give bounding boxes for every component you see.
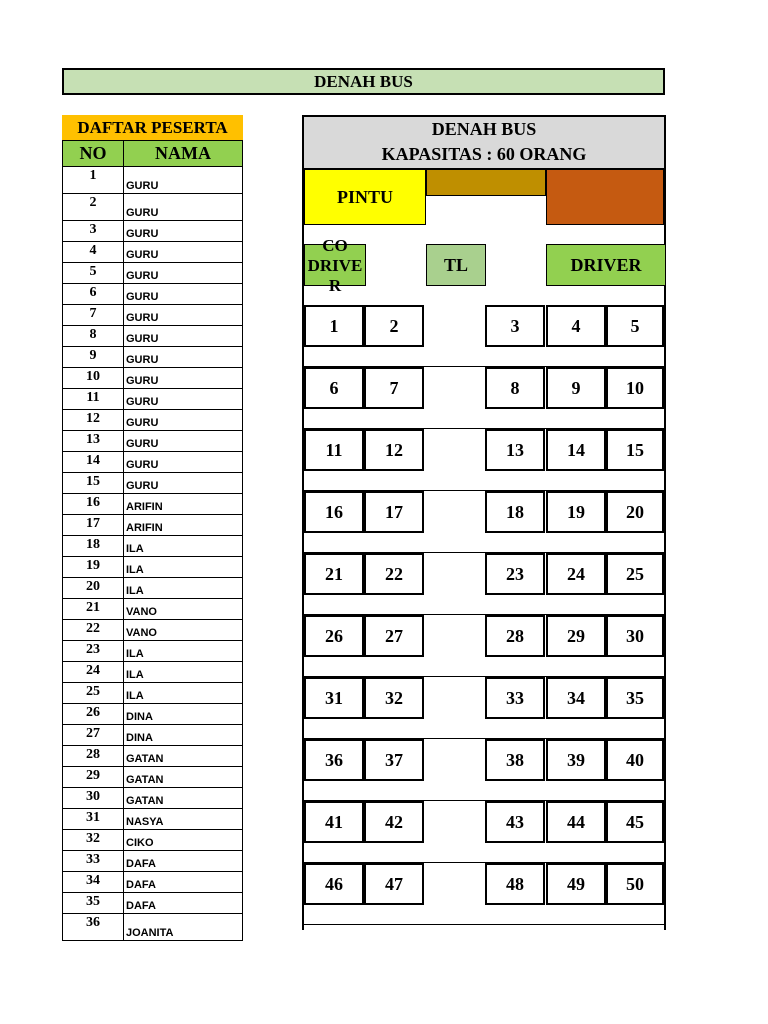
seat: 18 (485, 491, 545, 533)
seat: 45 (606, 801, 664, 843)
participant-name: CIKO (126, 837, 154, 849)
participant-row (63, 851, 242, 872)
seat: 44 (546, 801, 606, 843)
participant-row (63, 473, 242, 494)
participant-no: 15 (63, 473, 124, 493)
participant-name: GURU (126, 291, 159, 303)
participant-no: 9 (63, 347, 124, 367)
participant-name: GATAN (126, 774, 164, 786)
participant-rows (62, 167, 243, 941)
tour-leader-label: TL (443, 254, 468, 275)
participant-no: 34 (63, 872, 124, 892)
participant-name: GURU (126, 396, 159, 408)
seat: 17 (364, 491, 424, 533)
seat: 5 (606, 305, 664, 347)
participant-list (62, 115, 243, 941)
participant-name: GURU (126, 354, 159, 366)
page-title (62, 68, 665, 95)
participant-list-header-row (62, 140, 243, 167)
participant-name: ILA (126, 585, 144, 597)
participant-row (63, 620, 242, 641)
front-brown-block (426, 169, 546, 196)
participant-no: 32 (63, 830, 124, 850)
participant-row (63, 536, 242, 557)
co-driver-seat (304, 236, 366, 295)
participant-no: 22 (63, 620, 124, 640)
seat: 6 (304, 367, 364, 409)
participant-row (63, 305, 242, 326)
column-header-no: NO (63, 141, 124, 166)
participant-name: GURU (126, 228, 159, 240)
seat: 39 (546, 739, 606, 781)
participant-no: 8 (63, 326, 124, 346)
seat: 15 (606, 429, 664, 471)
participant-no: 35 (63, 893, 124, 913)
page-title-text: DENAH BUS (314, 71, 413, 91)
participant-row (63, 452, 242, 473)
participant-row (63, 326, 242, 347)
participant-no: 31 (63, 809, 124, 829)
seat: 42 (364, 801, 424, 843)
seat: 13 (485, 429, 545, 471)
door-label: PINTU (336, 186, 393, 207)
participant-no: 18 (63, 536, 124, 556)
seat: 49 (546, 863, 606, 905)
participant-no: 36 (63, 914, 124, 940)
participant-name: GURU (126, 417, 159, 429)
participant-no: 30 (63, 788, 124, 808)
seat: 21 (304, 553, 364, 595)
participant-no: 6 (63, 284, 124, 304)
participant-no: 25 (63, 683, 124, 703)
seat: 2 (364, 305, 424, 347)
seat: 10 (606, 367, 664, 409)
seat: 38 (485, 739, 545, 781)
participant-name: GATAN (126, 753, 164, 765)
seat: 11 (304, 429, 364, 471)
seat: 32 (364, 677, 424, 719)
participant-name: NASYA (126, 816, 164, 828)
participant-no: 11 (63, 389, 124, 409)
participant-no: 26 (63, 704, 124, 724)
participant-row (63, 746, 242, 767)
participant-row (63, 599, 242, 620)
row-divider (304, 924, 664, 925)
participant-name: ILA (126, 543, 144, 555)
participant-name: DINA (126, 711, 153, 723)
participant-name: GURU (126, 480, 159, 492)
seat: 25 (606, 553, 664, 595)
participant-list-heading: DAFTAR PESERTA (62, 115, 243, 140)
participant-row (63, 641, 242, 662)
seat: 41 (304, 801, 364, 843)
seat: 30 (606, 615, 664, 657)
participant-name: DAFA (126, 879, 156, 891)
participant-no: 33 (63, 851, 124, 871)
participant-name: GATAN (126, 795, 164, 807)
seat: 26 (304, 615, 364, 657)
bus-layout-title: DENAH BUS (431, 119, 537, 139)
participant-name: GURU (126, 333, 159, 345)
participant-no: 20 (63, 578, 124, 598)
participant-no: 2 (63, 194, 124, 220)
participant-row (63, 194, 242, 221)
participant-row (63, 578, 242, 599)
participant-no: 1 (63, 167, 124, 193)
participant-no: 23 (63, 641, 124, 661)
seat: 22 (364, 553, 424, 595)
participant-row (63, 557, 242, 578)
participant-row (63, 662, 242, 683)
seat: 3 (485, 305, 545, 347)
participant-row (63, 515, 242, 536)
participant-row (63, 431, 242, 452)
participant-row (63, 242, 242, 263)
participant-row (63, 368, 242, 389)
door-block (304, 169, 426, 225)
seat: 40 (606, 739, 664, 781)
participant-row (63, 704, 242, 725)
front-orange-block (546, 169, 664, 225)
participant-name: VANO (126, 606, 157, 618)
seat: 19 (546, 491, 606, 533)
participant-no: 29 (63, 767, 124, 787)
participant-no: 27 (63, 725, 124, 745)
participant-row (63, 725, 242, 746)
seat: 8 (485, 367, 545, 409)
seat: 31 (304, 677, 364, 719)
seat: 23 (485, 553, 545, 595)
seat: 37 (364, 739, 424, 781)
column-header-nama: NAMA (155, 143, 211, 163)
co-driver-label: CO DRIVER (307, 236, 363, 295)
participant-no: 3 (63, 221, 124, 241)
bus-layout-heading (304, 117, 664, 169)
seat: 43 (485, 801, 545, 843)
seat: 50 (606, 863, 664, 905)
participant-no: 12 (63, 410, 124, 430)
participant-row (63, 284, 242, 305)
participant-name: DAFA (126, 900, 156, 912)
seat: 20 (606, 491, 664, 533)
seat: 7 (364, 367, 424, 409)
participant-row (63, 788, 242, 809)
participant-name: GURU (126, 180, 159, 192)
seat: 29 (546, 615, 606, 657)
seat: 12 (364, 429, 424, 471)
participant-name: DINA (126, 732, 153, 744)
bus-layout (302, 115, 666, 930)
driver-seat (546, 244, 666, 286)
participant-name: VANO (126, 627, 157, 639)
participant-no: 7 (63, 305, 124, 325)
seat: 1 (304, 305, 364, 347)
participant-no: 16 (63, 494, 124, 514)
driver-label: DRIVER (570, 254, 642, 275)
participant-no: 17 (63, 515, 124, 535)
participant-no: 5 (63, 263, 124, 283)
participant-name: GURU (126, 270, 159, 282)
participant-name: ILA (126, 564, 144, 576)
seat: 34 (546, 677, 606, 719)
participant-no: 13 (63, 431, 124, 451)
participant-name: DAFA (126, 858, 156, 870)
participant-row (63, 221, 242, 242)
participant-no: 19 (63, 557, 124, 577)
seat: 48 (485, 863, 545, 905)
participant-name: GURU (126, 249, 159, 261)
seat: 9 (546, 367, 606, 409)
participant-row (63, 494, 242, 515)
seat: 28 (485, 615, 545, 657)
participant-no: 14 (63, 452, 124, 472)
participant-row (63, 263, 242, 284)
participant-no: 24 (63, 662, 124, 682)
seat: 33 (485, 677, 545, 719)
participant-name: GURU (126, 438, 159, 450)
participant-no: 28 (63, 746, 124, 766)
participant-row (63, 683, 242, 704)
participant-no: 10 (63, 368, 124, 388)
participant-row (63, 809, 242, 830)
seat: 47 (364, 863, 424, 905)
participant-name: ARIFIN (126, 501, 163, 513)
participant-row (63, 830, 242, 851)
tour-leader-seat (426, 244, 486, 286)
participant-name: GURU (126, 207, 159, 219)
seat: 16 (304, 491, 364, 533)
participant-row (63, 914, 242, 941)
participant-name: GURU (126, 312, 159, 324)
seat: 46 (304, 863, 364, 905)
participant-row (63, 167, 242, 194)
seat: 4 (546, 305, 606, 347)
seat: 24 (546, 553, 606, 595)
participant-row (63, 410, 242, 431)
participant-row (63, 872, 242, 893)
participant-name: ARIFIN (126, 522, 163, 534)
participant-row (63, 347, 242, 368)
participant-row (63, 389, 242, 410)
participant-name: GURU (126, 459, 159, 471)
participant-name: JOANITA (126, 927, 174, 939)
seat: 36 (304, 739, 364, 781)
participant-name: ILA (126, 648, 144, 660)
participant-no: 21 (63, 599, 124, 619)
participant-row (63, 893, 242, 914)
participant-no: 4 (63, 242, 124, 262)
seat: 35 (606, 677, 664, 719)
seat: 27 (364, 615, 424, 657)
participant-name: ILA (126, 669, 144, 681)
seat: 14 (546, 429, 606, 471)
bus-capacity: KAPASITAS : 60 ORANG (381, 144, 587, 164)
participant-name: ILA (126, 690, 144, 702)
participant-row (63, 767, 242, 788)
participant-name: GURU (126, 375, 159, 387)
